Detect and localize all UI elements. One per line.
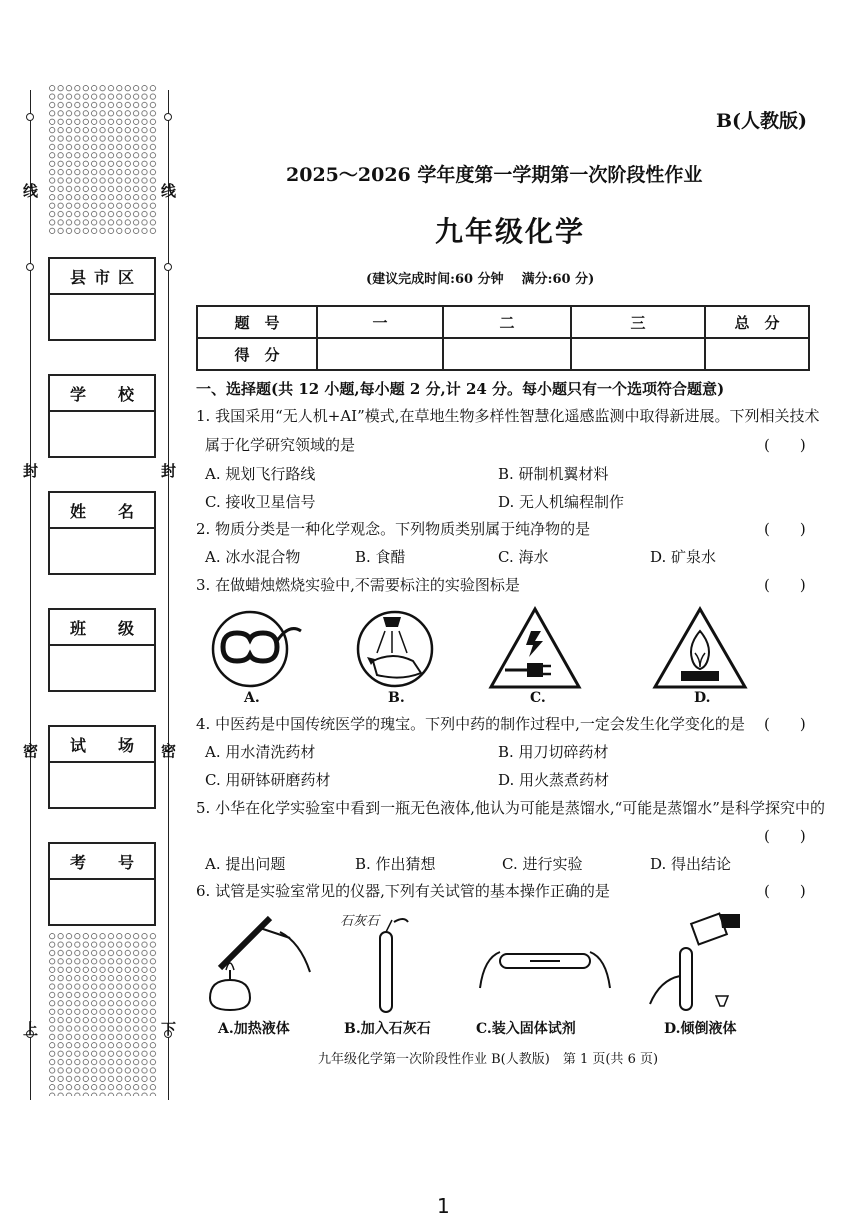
option: C. 进行实验	[502, 855, 583, 873]
binding-char: 密	[161, 742, 177, 760]
field-school: 学 校	[48, 374, 156, 458]
pouring-liquid-figure	[650, 914, 740, 1010]
option: D. 得出结论	[650, 855, 732, 873]
question-1-stem-line2: 属于化学研究领域的是	[205, 436, 356, 454]
option: D. 矿泉水	[650, 548, 717, 566]
score-header-cell: 总 分	[705, 306, 809, 338]
field-name-blank[interactable]	[50, 529, 154, 573]
option: C. 海水	[498, 548, 549, 566]
binding-char: 下	[161, 1020, 177, 1038]
hand-wash-icon	[358, 612, 432, 686]
icon-caption: C.	[530, 690, 546, 706]
dot-pattern-top	[48, 84, 158, 234]
field-name: 姓 名	[48, 491, 156, 575]
limestone-label: 石灰石	[340, 914, 380, 929]
score-row-label: 得 分	[197, 338, 317, 370]
field-class: 班 级	[48, 608, 156, 692]
answer-paren[interactable]: ( )	[764, 520, 806, 538]
field-school-blank[interactable]	[50, 412, 154, 456]
option: C. 接收卫星信号	[205, 493, 316, 511]
test-tube-figures	[200, 908, 780, 1018]
safety-icons	[205, 603, 805, 708]
page-number: 1	[437, 1194, 450, 1218]
figure-caption: C.装入固体试剂	[476, 1021, 576, 1037]
answer-paren[interactable]: ( )	[764, 715, 806, 733]
question-6-stem: 6. 试管是实验室常见的仪器,下列有关试管的基本操作正确的是	[196, 882, 610, 900]
option: B. 食醋	[355, 548, 406, 566]
score-header-cell: 二	[443, 306, 571, 338]
option: A. 提出问题	[205, 855, 286, 873]
answer-paren[interactable]: ( )	[764, 882, 806, 900]
question-1-stem: 1. 我国采用“无人机+AI”模式,在草地生物多样性智慧化遥感监测中取得新进展。下列相关技术	[196, 407, 820, 425]
flame-hazard-icon	[655, 609, 745, 687]
question-4-stem: 4. 中医药是中国传统医学的瑰宝。下列中药的制作过程中,一定会发生化学变化的是	[196, 715, 745, 733]
answer-paren[interactable]: ( )	[764, 827, 806, 845]
score-cell[interactable]	[705, 338, 809, 370]
binding-line-left	[30, 90, 31, 1100]
score-header-cell: 一	[317, 306, 443, 338]
time-note: (建议完成时间:60 分钟 满分:60 分)	[366, 272, 595, 287]
binding-char: 线	[23, 182, 39, 200]
binding-line-right	[168, 90, 169, 1100]
figure-caption: B.加入石灰石	[344, 1021, 431, 1037]
dot-pattern-bottom	[48, 932, 158, 1096]
goggles-icon	[213, 612, 301, 686]
option: B. 用刀切碎药材	[498, 743, 609, 761]
icon-caption: A.	[244, 690, 260, 706]
loading-solid-figure	[480, 952, 610, 988]
option: D. 用火蒸煮药材	[498, 771, 610, 789]
answer-paren[interactable]: ( )	[764, 576, 806, 594]
field-county: 县 市 区	[48, 257, 156, 341]
question-3-stem: 3. 在做蜡烛燃烧实验中,不需要标注的实验图标是	[196, 576, 520, 594]
icon-caption: B.	[388, 690, 405, 706]
field-exam-number-blank[interactable]	[50, 880, 154, 924]
option: C. 用研钵研磨药材	[205, 771, 331, 789]
field-room-blank[interactable]	[50, 763, 154, 807]
field-class-blank[interactable]	[50, 646, 154, 690]
option: A. 规划飞行路线	[205, 465, 316, 483]
binding-char: 密	[23, 742, 39, 760]
edition-label: B(人教版)	[716, 110, 808, 132]
question-5-stem: 5. 小华在化学实验室中看到一瓶无色液体,他认为可能是蒸馏水,“可能是蒸馏水”是科学探究中的	[196, 799, 825, 817]
question-2-stem: 2. 物质分类是一种化学观念。下列物质类别属于纯净物的是	[196, 520, 591, 538]
page-footer: 九年级化学第一次阶段性作业 B(人教版) 第 1 页(共 6 页)	[318, 1052, 659, 1067]
score-cell[interactable]	[571, 338, 705, 370]
electric-hazard-icon	[491, 609, 579, 687]
figure-caption: A.加热液体	[218, 1021, 290, 1037]
score-table	[196, 305, 810, 371]
option: A. 冰水混合物	[205, 548, 301, 566]
score-header-cell: 三	[571, 306, 705, 338]
icon-caption: D.	[694, 690, 711, 706]
score-cell[interactable]	[317, 338, 443, 370]
score-header-cell: 题 号	[197, 306, 317, 338]
binding-char: 封	[23, 462, 39, 480]
binding-char: 上	[23, 1020, 39, 1038]
adding-limestone-figure	[380, 919, 408, 1012]
heating-liquid-figure	[210, 918, 310, 1010]
figure-caption: D.倾倒液体	[664, 1021, 737, 1037]
option: B. 研制机翼材料	[498, 465, 609, 483]
field-exam-number: 考 号	[48, 842, 156, 926]
option: B. 作出猜想	[355, 855, 436, 873]
section-heading: 一、选择题(共 12 小题,每小题 2 分,计 24 分。每小题只有一个选项符合题意)	[196, 380, 725, 398]
field-county-blank[interactable]	[50, 295, 154, 339]
field-room: 试 场	[48, 725, 156, 809]
answer-paren[interactable]: ( )	[764, 436, 806, 454]
binding-char: 线	[161, 182, 177, 200]
page-title: 九年级化学	[435, 215, 586, 248]
score-cell[interactable]	[443, 338, 571, 370]
binding-char: 封	[161, 462, 177, 480]
option: D. 无人机编程制作	[498, 493, 625, 511]
option: A. 用水清洗药材	[205, 743, 316, 761]
header-title: 2025～2026 学年度第一学期第一次阶段性作业	[286, 164, 703, 186]
